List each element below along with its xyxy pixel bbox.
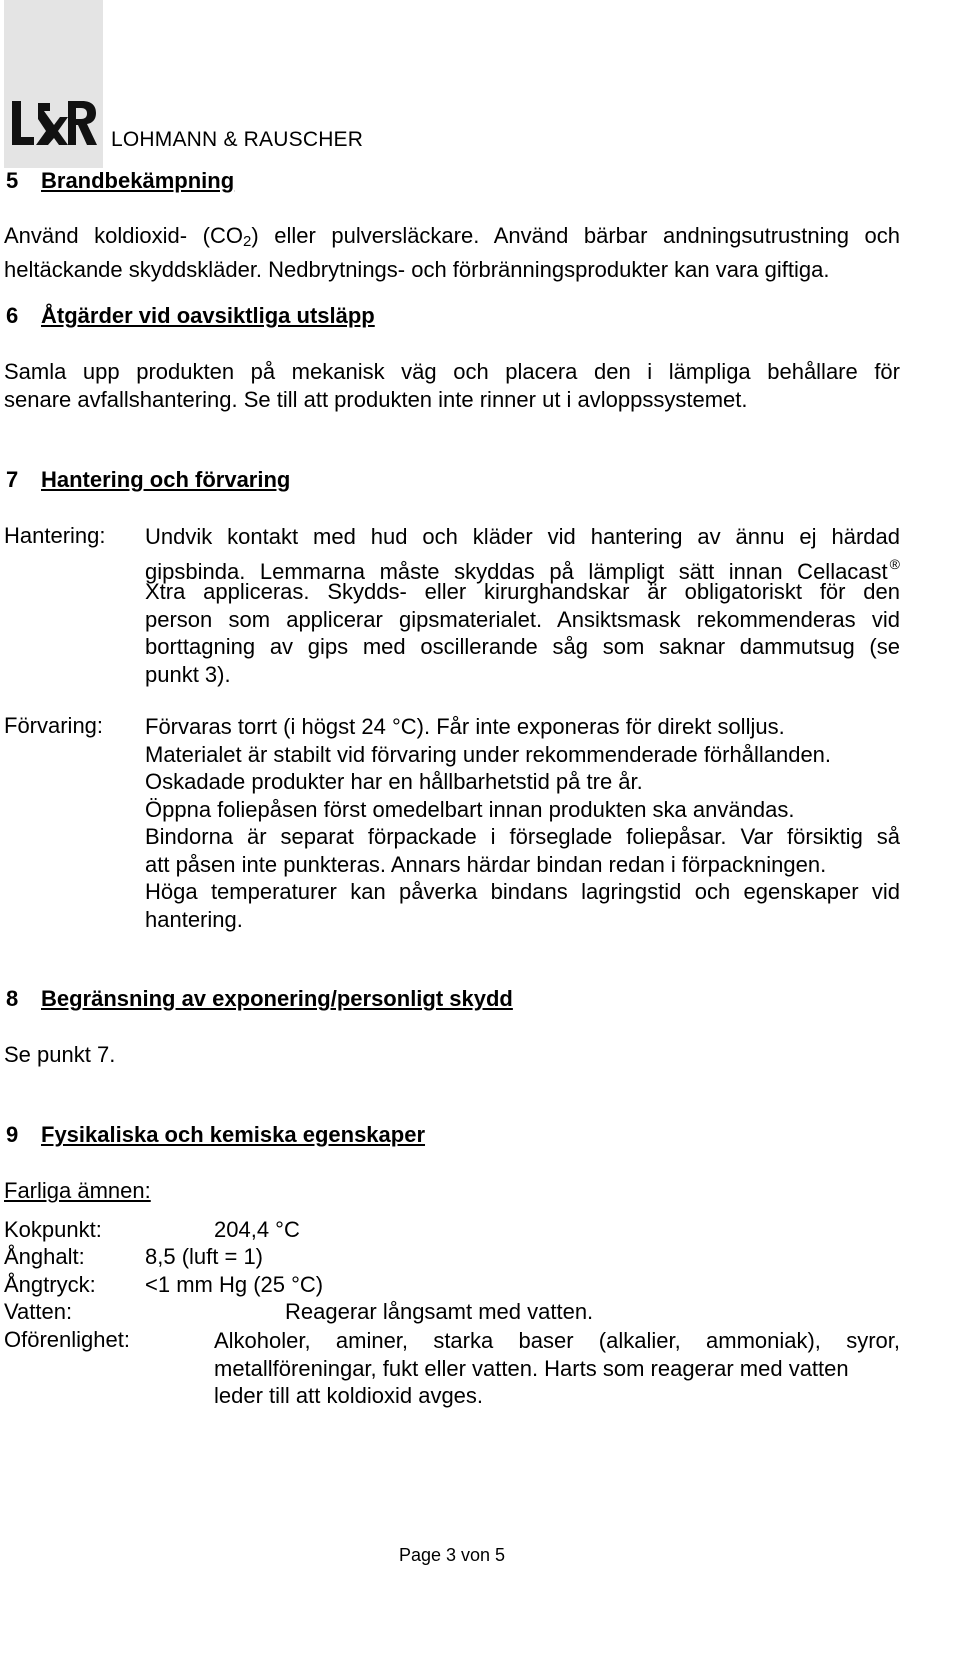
company-name: LOHMANN & RAUSCHER <box>111 128 364 151</box>
property-label: Ånghalt: <box>4 1244 85 1269</box>
text-line: att påsen inte punkteras. Annars härdar bindan redan i förpackningen. <box>145 851 827 877</box>
paragraph-line: Samla upp produkten på mekanisk väg och placera den i lämpliga behållare för <box>4 359 900 384</box>
property-value: 204,4 °C <box>214 1217 300 1242</box>
text-line: punkt 3). <box>145 661 231 687</box>
section-number: 9 <box>6 1122 19 1147</box>
text-line: Öppna foliepåsen först omedelbart innan produkten ska användas. <box>145 796 795 822</box>
handling-text <box>145 523 900 688</box>
text-line: Förvaras torrt (i högst 24 °C). Får inte exponeras för direkt solljus. <box>145 714 785 739</box>
section-8-heading <box>6 986 806 1014</box>
storage-label: Förvaring: <box>4 713 104 738</box>
registered-mark: ® <box>889 555 900 572</box>
text-line: hantering. <box>145 906 243 932</box>
section-6-heading <box>6 303 706 331</box>
section-5-heading <box>6 168 606 196</box>
paragraph-line: senare avfallshantering. Se till att produkten inte rinner ut i avloppssystemet. <box>4 387 748 412</box>
hazardous-substances-subtitle: Farliga ämnen: <box>4 1178 151 1203</box>
section-title: Åtgärder vid oavsiktliga utsläpp <box>41 303 375 328</box>
section-8-text: Se punkt 7. <box>4 1042 116 1067</box>
property-value: <1 mm Hg (25 °C) <box>145 1272 324 1297</box>
paragraph-line: Använd koldioxid- $(CO_2)$ eller pulversläckare. Använd bärbar andningsutrustning och <box>4 223 900 250</box>
property-label: Vatten: <box>4 1299 73 1324</box>
text-line: Höga temperaturer kan påverka bindans lagringstid och egenskaper vid <box>145 879 900 904</box>
text-line: borttagning av gips med oscillerande såg som saknar dammutsug (se <box>145 634 900 659</box>
incompatibility-text <box>214 1327 900 1410</box>
incompatibility-label: Oförenlighet: <box>4 1327 130 1352</box>
section-title: Begränsning av exponering/personligt skydd <box>41 986 513 1011</box>
text-line: Oskadade produkter har en hållbarhetstid på tre år. <box>145 769 643 794</box>
text-line: metallföreningar, fukt eller vatten. Harts som reagerar med vatten <box>214 1355 849 1381</box>
section-5-text <box>4 222 900 284</box>
page-number: Page 3 von 5 <box>398 1545 506 1565</box>
company-logo <box>10 93 98 153</box>
text-line: gipsbinda. Lemmarna måste skyddas på lämpligt sätt innan Cellacast ® <box>145 555 900 584</box>
text-line: Xtra appliceras. Skydds- eller kirurghandskar är obligatoriskt för den <box>145 579 900 604</box>
text-line: leder till att koldioxid avges. <box>214 1383 484 1408</box>
property-value: Reagerar långsamt med vatten. <box>285 1299 594 1324</box>
section-6-text <box>4 358 900 414</box>
section-title: Hantering och förvaring <box>41 467 291 492</box>
section-number: 8 <box>6 986 19 1011</box>
text-line: Alkoholer, aminer, starka baser (alkalier, ammoniak), syror, <box>214 1328 900 1353</box>
text-line: Bindorna är separat förpackade i förseglade foliepåsar. Var försiktig så <box>145 824 900 849</box>
property-label: Kokpunkt: <box>4 1217 102 1242</box>
handling-label: Hantering: <box>4 523 106 548</box>
property-label: Ångtryck: <box>4 1272 96 1297</box>
section-title: Brandbekämpning <box>41 168 235 193</box>
text-line: person som applicerar gipsmaterialet. Ansiktsmask rekommenderas vid <box>145 606 900 632</box>
property-value: 8,5 (luft = 1) <box>145 1244 264 1269</box>
section-title: Fysikaliska och kemiska egenskaper <box>41 1122 426 1147</box>
storage-text <box>145 713 900 933</box>
section-number: 6 <box>6 303 19 328</box>
section-7-heading <box>6 467 706 495</box>
paragraph-line: heltäckande skyddskläder. Nedbrytnings- och förbränningsprodukter kan vara giftiga. <box>4 257 830 282</box>
section-9-heading <box>6 1122 806 1150</box>
text-line: Undvik kontakt med hud och kläder vid hantering av ännu ej härdad <box>145 524 900 549</box>
section-number: 7 <box>6 467 19 492</box>
text-line: Materialet är stabilt vid förvaring under rekommenderade förhållanden. <box>145 741 832 767</box>
section-number: 5 <box>6 168 19 193</box>
